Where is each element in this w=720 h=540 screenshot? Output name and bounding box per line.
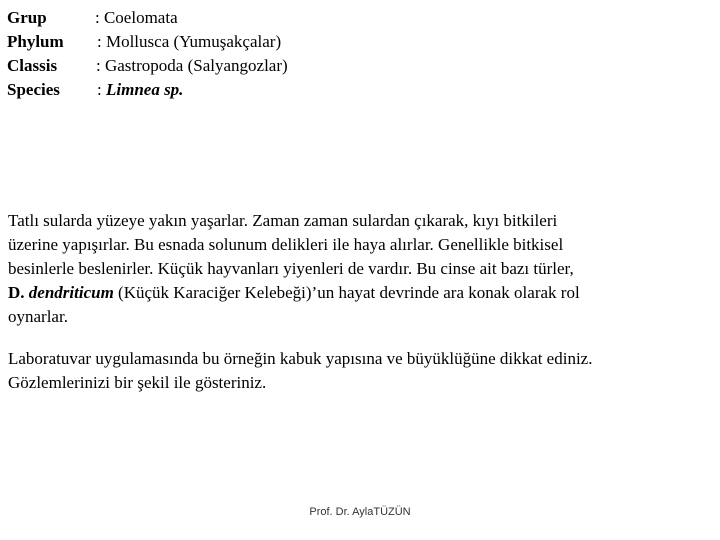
taxonomy-label: Classis [7,56,58,75]
paragraph-line: Gözlemlerinizi bir şekil ile gösteriniz. [8,373,267,392]
taxonomy-label: Phylum [7,32,64,51]
description-paragraph [8,209,708,329]
taxonomy-value: : Mollusca (Yumuşakçalar) [97,32,282,51]
paragraph-line [8,281,708,305]
paragraph-line: üzerine yapışırlar. Bu esnada solunum delikleri ile haya alırlar. Genellikle bitkisel [8,235,564,254]
genus-abbreviation: D. [8,283,25,302]
instruction-paragraph [8,347,708,395]
paragraph-line: oynarlar. [8,307,68,326]
footer-author: Prof. Dr. AylaTÜZÜN [309,506,411,518]
species-name: Limnea sp. [105,80,184,99]
paragraph-line: Tatlı sularda yüzeye yakın yaşarlar. Zaman zaman sulardan çıkarak, kıyı bitkileri [8,211,558,230]
taxonomy-value: : Gastropoda (Salyangozlar) [96,56,288,75]
paragraph-line: Laboratuvar uygulamasında bu örneğin kabuk yapısına ve büyüklüğüne dikkat ediniz. [8,349,593,368]
paragraph-line-rest: (Küçük Karaciğer Kelebeği)’un hayat devrinde ara konak olarak rol [113,283,580,302]
taxonomy-label: Grup [7,8,47,27]
species-epithet: dendriticum [28,283,114,302]
paragraph-line: besinlerle beslenirler. Küçük hayvanları yiyenleri de vardır. Bu cinse ait bazı türler, [8,259,574,278]
taxonomy-value: : Coelomata [95,8,178,27]
taxonomy-label: Species [7,80,60,99]
taxonomy-value [97,78,183,102]
taxonomy-value-prefix: : [97,80,106,99]
